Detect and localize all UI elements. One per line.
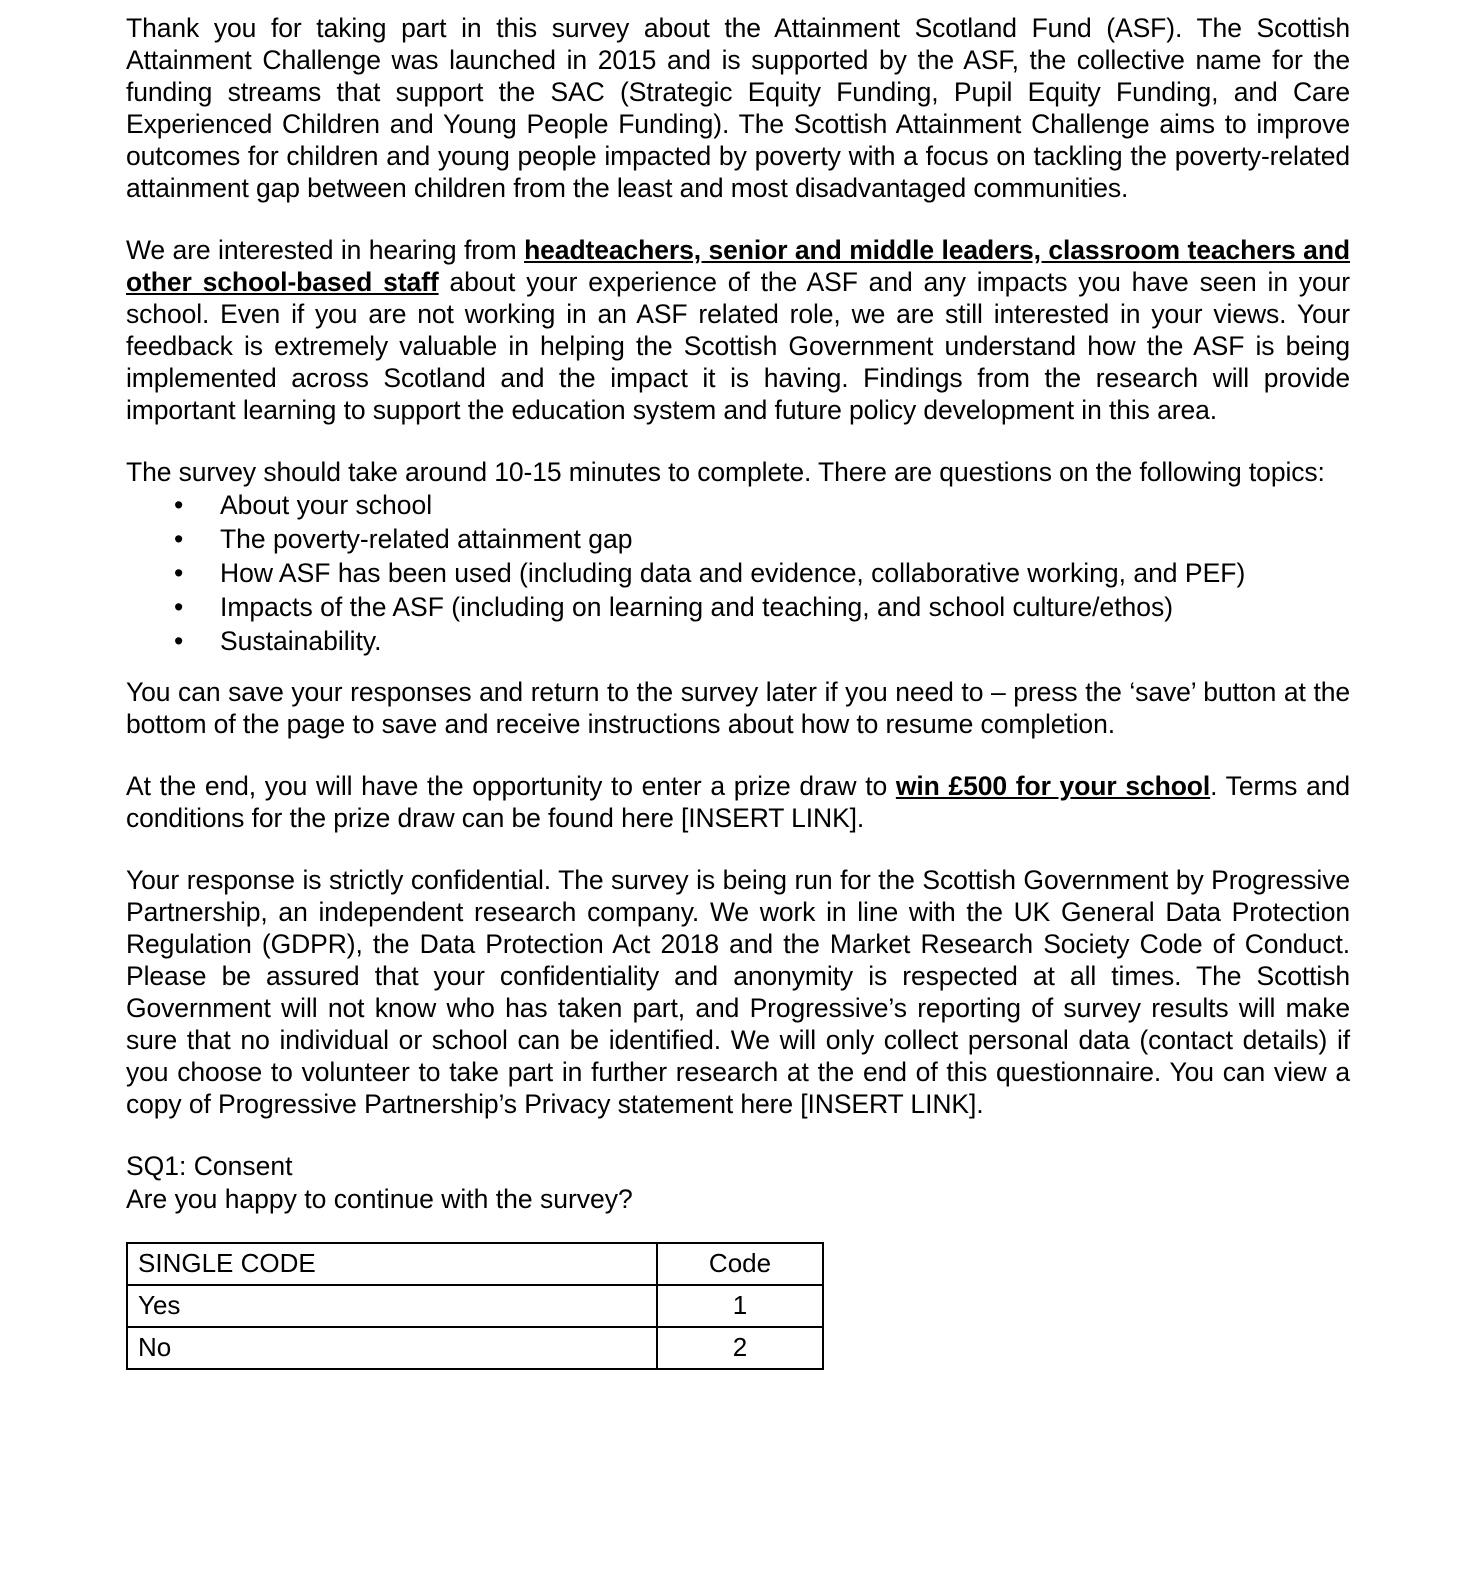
bullet-icon: • [174,626,184,656]
topic-label: About your school [220,490,433,520]
topic-label: How ASF has been used (including data and evidence, collaborative working, and PEF) [220,558,1246,588]
column-header-code: Code [657,1243,823,1285]
table-header-row [127,1243,823,1285]
list-item [126,590,1350,624]
option-label-no[interactable]: No [127,1327,657,1369]
bullet-icon: • [174,592,184,622]
question-id-label: SQ1: Consent [126,1151,293,1181]
bullet-icon: • [174,524,184,554]
topic-label: The poverty-related attainment gap [220,524,633,554]
topics-list [126,488,1350,658]
option-code-yes: 1 [657,1285,823,1327]
audience-emphasis-text: headteachers, senior and middle leaders, classroom teachers and other school-based staff [126,235,1350,297]
intro-paragraph: Thank you for taking part in this survey about the Attainment Scotland Fund (ASF). The Scottish Attainment Challenge was launched in 2015 and is supported by the ASF, the collective name for the funding streams that support the SAC (Strategic Equity Funding, Pupil Equity Funding, and Care Experienced Children and Young People Funding). The Scottish Attainment Challenge aims to improve outcomes for children and young people impacted by poverty with a focus on tackling the poverty-related attainment gap between children from the least and most disadvantaged communities. [126,13,1350,203]
prize-emphasis-text: win £500 for your school [895,771,1211,801]
audience-paragraph [126,234,1350,426]
table-row[interactable] [127,1327,823,1369]
question-text: Are you happy to continue with the survey? [126,1184,633,1214]
save-instructions-paragraph: You can save your responses and return to the survey later if you need to – press the ‘save’ button at the bottom of the page to save and receive instructions about how to resume completion. [126,677,1350,739]
prize-rest-text: . Terms and conditions for the prize draw can be found here [INSERT LINK]. [126,771,1350,833]
prize-lead-text: At the end, you will have the opportunity to enter a prize draw to [126,771,896,801]
code-table [126,1242,824,1370]
column-header-single-code: SINGLE CODE [127,1243,657,1285]
duration-paragraph: The survey should take around 10-15 minutes to complete. There are questions on the following topics: [126,457,1325,487]
confidentiality-paragraph: Your response is strictly confidential. The survey is being run for the Scottish Government by Progressive Partnership, an independent research company. We work in line with the UK General Data Protection Regulation (GDPR), the Data Protection Act 2018 and the Market Research Society Code of Conduct. Please be assured that your confidentiality and anonymity is respected at all times. The Scottish Government will not know who has taken part, and Progressive’s reporting of survey results will make sure that no individual or school can be identified. We will only collect personal data (contact details) if you choose to volunteer to take part in further research at the end of this questionnaire. You can view a copy of Progressive Partnership’s Privacy statement here [INSERT LINK]. [126,865,1350,1119]
option-code-no: 2 [657,1327,823,1369]
topic-label: Sustainability. [220,626,382,656]
table-row[interactable] [127,1285,823,1327]
question-block [126,1150,1350,1216]
topic-label: Impacts of the ASF (including on learning and teaching, and school culture/ethos) [220,592,1174,622]
option-label-yes[interactable]: Yes [127,1285,657,1327]
prize-draw-paragraph [126,770,1350,834]
list-item [126,488,1350,522]
list-item [126,556,1350,590]
bullet-icon: • [174,558,184,588]
list-item [126,522,1350,556]
bullet-icon: • [174,490,184,520]
audience-lead-text: We are interested in hearing from [126,235,525,265]
list-item [126,624,1350,658]
audience-rest-text: about your experience of the ASF and any impacts you have seen in your school. Even if you are not working in an ASF related role, we are still interested in your views. Your feedback is extremely valuable in helping the Scottish Government understand how the ASF is being implemented across Scotland and the impact it is having. Findings from the research will provide important learning to support the education system and future policy development in this area. [126,267,1350,425]
